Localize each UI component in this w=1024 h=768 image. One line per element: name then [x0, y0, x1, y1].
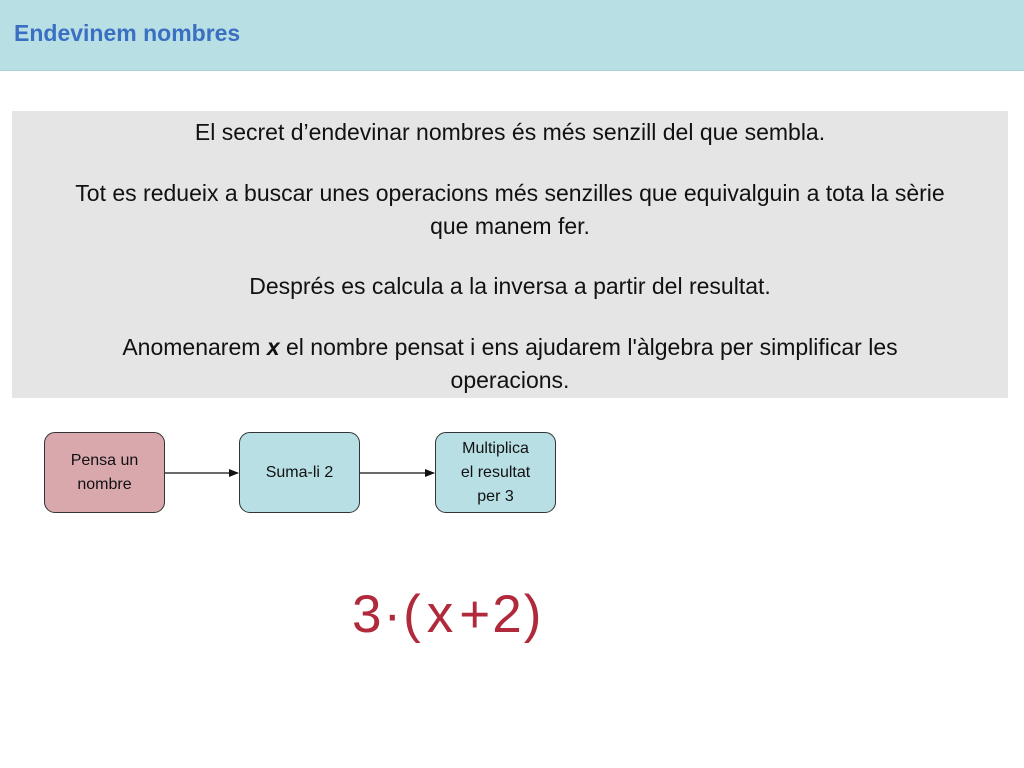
- formula-constant: 2: [492, 585, 524, 644]
- paragraph-algebra-end: el nombre pensat i ens ajudarem l'àlgebra per simplificar les: [279, 334, 898, 360]
- paragraph-algebra-line-2: operacions.: [450, 367, 570, 393]
- formula-close-paren: ): [523, 585, 544, 644]
- step-3-line-2: el resultat: [460, 463, 531, 481]
- algebraic-formula: [352, 580, 543, 650]
- slide-title: Endevinem nombres: [14, 20, 241, 46]
- step-1-line-1: Pensa un: [70, 451, 139, 469]
- formula-dot: ·: [383, 585, 404, 644]
- paragraph-inverse: Després es calcula a la inversa a partir del resultat.: [249, 273, 771, 299]
- paragraph-reduce-line-1: Tot es redueix a buscar unes operacions més senzilles que equivalguin a tota la sèrie: [75, 180, 945, 206]
- formula-variable: x: [426, 585, 456, 644]
- step-2-line-1: Suma-li 2: [265, 463, 334, 481]
- paragraph-secret: El secret d’endevinar nombres és més senzill del que sembla.: [194, 119, 826, 145]
- step-1-line-2: nombre: [77, 475, 132, 493]
- step-add-two: [239, 432, 360, 513]
- paragraph-algebra-start: Anomenarem: [122, 334, 267, 360]
- paragraph-reduce-line-2: que manem fer.: [430, 213, 590, 239]
- step-think-number: [44, 432, 165, 513]
- formula-coefficient: 3: [352, 585, 384, 644]
- step-multiply-three: [435, 432, 556, 513]
- formula-plus: +: [459, 585, 493, 644]
- step-3-line-1: Multiplica: [462, 439, 529, 457]
- variable-x: x: [266, 334, 280, 360]
- step-3-line-3: per 3: [477, 487, 514, 505]
- formula-open-paren: (: [403, 585, 423, 644]
